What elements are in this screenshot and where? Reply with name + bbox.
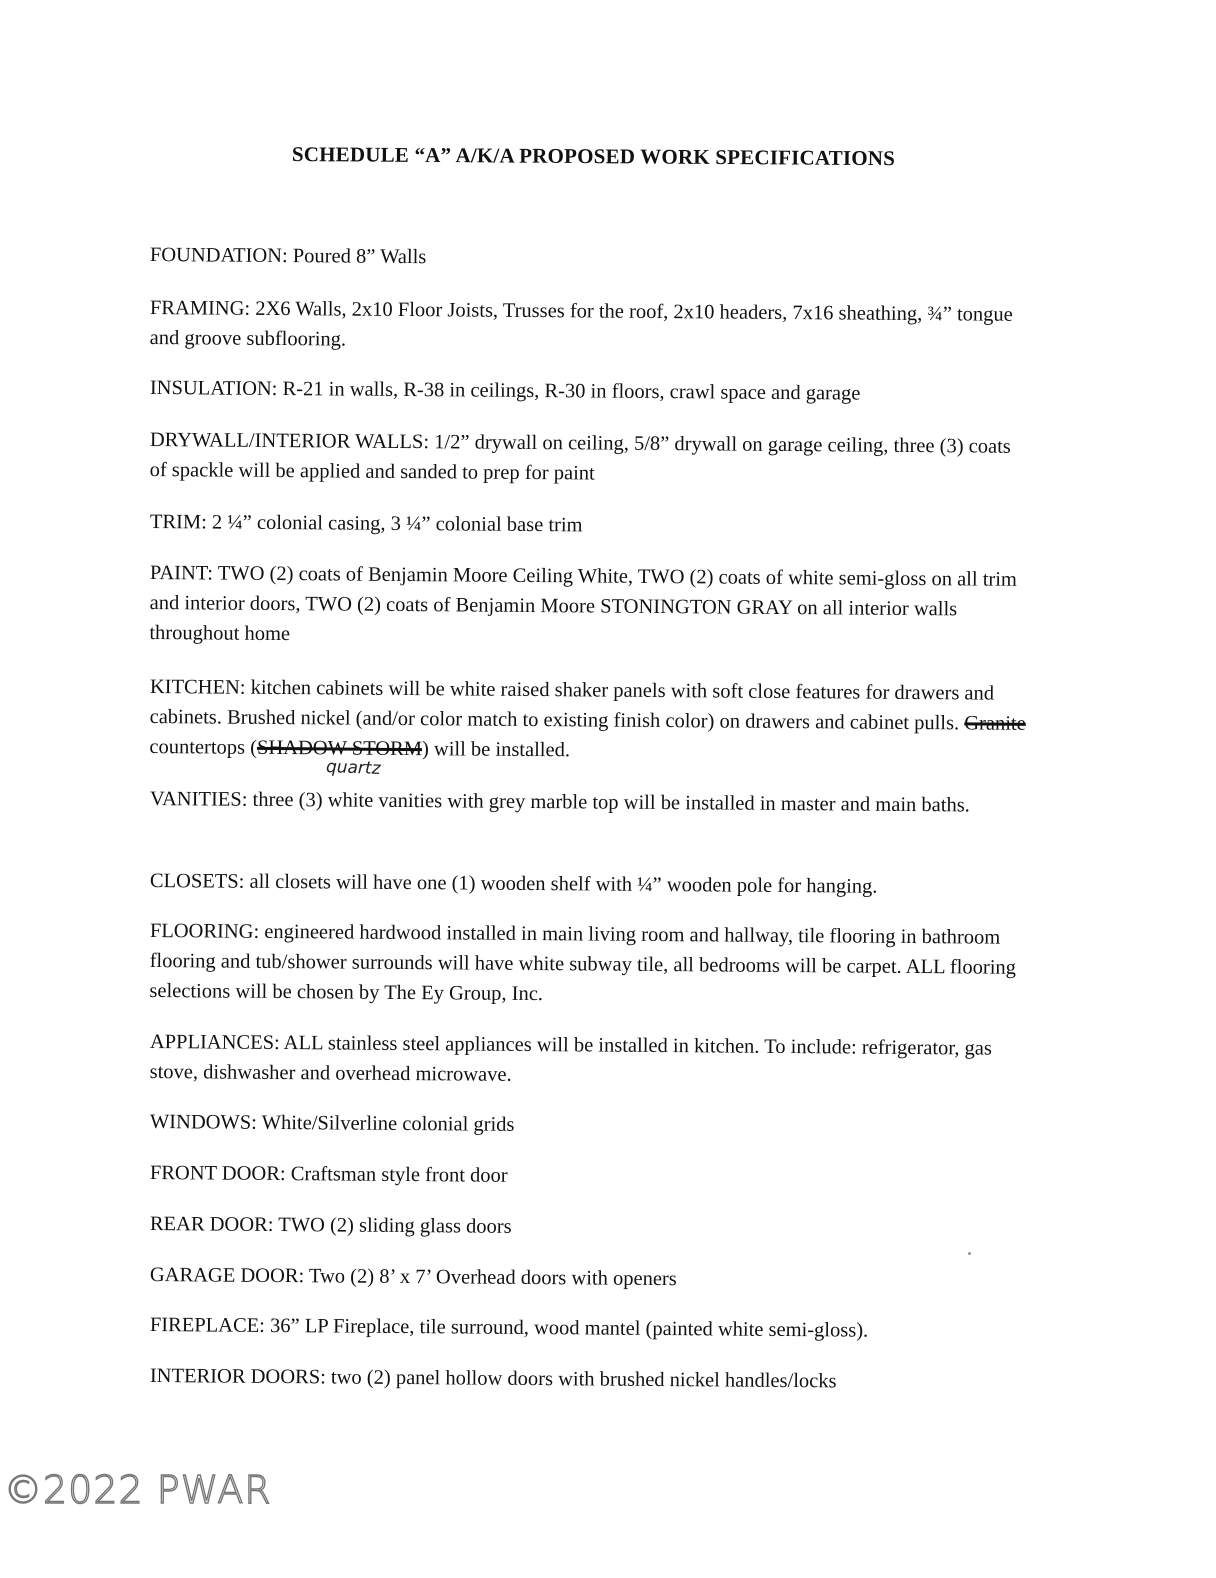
- spec-appliances: APPLIANCES: ALL stainless steel appliances will be installed in kitchen. To include: refrigerator, gas stove, dishwasher and overhead microwave.: [149, 1030, 993, 1086]
- handwritten-correction: quartz: [325, 757, 381, 779]
- spec-vanities: VANITIES: three (3) white vanities with grey marble top will be installed in master and main baths.: [149, 787, 970, 817]
- spec-windows: WINDOWS: White/Silverline colonial grids: [149, 1110, 515, 1136]
- kitchen-text-part2: countertops (: [149, 735, 258, 759]
- spec-foundation: FOUNDATION: Poured 8” Walls: [149, 243, 427, 269]
- spec-trim: TRIM: 2 ¼” colonial casing, 3 ¼” colonial base trim: [149, 510, 583, 537]
- spec-fireplace: FIREPLACE: 36” LP Fireplace, tile surround, wood mantel (painted white semi-gloss).: [149, 1313, 869, 1342]
- kitchen-text-part3: ) will be installed.: [421, 738, 571, 762]
- spec-garage-door: GARAGE DOOR: Two (2) 8’ x 7’ Overhead doors with openers: [149, 1263, 677, 1291]
- spec-flooring: FLOORING: engineered hardwood installed in main living room and hallway, tile flooring in bathroom flooring and tub/shower surrounds will have white subway tile, all bedrooms will be carpet. ALL flooring selections will be chosen by The Ey Group, Inc.: [149, 919, 1017, 1006]
- document-title: SCHEDULE “A” A/K/A PROPOSED WORK SPECIFICATIONS: [291, 142, 896, 171]
- spec-paint: PAINT: TWO (2) coats of Benjamin Moore Ceiling White, TWO (2) coats of white semi-gloss on all trim and interior doors, TWO (2) coats of Benjamin Moore STONINGTON GRAY on all interior walls throughout home: [149, 561, 1017, 646]
- kitchen-struck-granite: Granite: [964, 712, 1026, 735]
- copyright-watermark: ©2022 PWAR: [4, 1468, 272, 1512]
- spec-interior-doors: INTERIOR DOORS: two (2) panel hollow doors with brushed nickel handles/locks: [149, 1364, 837, 1393]
- spec-kitchen: [149, 672, 1030, 769]
- spec-rear-door: REAR DOOR: TWO (2) sliding glass doors: [149, 1212, 512, 1238]
- spec-front-door: FRONT DOOR: Craftsman style front door: [149, 1161, 508, 1187]
- spec-drywall: DRYWALL/INTERIOR WALLS: 1/2” drywall on ceiling, 5/8” drywall on garage ceiling, three (3) coats of spackle will be applied and sanded to prep for paint: [149, 428, 1011, 485]
- spec-insulation: INSULATION: R-21 in walls, R-38 in ceilings, R-30 in floors, crawl space and garage: [149, 376, 861, 405]
- spec-framing: FRAMING: 2X6 Walls, 2x10 Floor Joists, Trusses for the roof, 2x10 headers, 7x16 sheathing, ¾” tongue and groove subflooring.: [149, 296, 1013, 351]
- kitchen-text-part1: KITCHEN: kitchen cabinets will be white raised shaker panels with soft close features for drawers and cabinets. Brushed nickel (and/or color match to existing finish color) on drawers and cabinet pulls.: [149, 675, 995, 735]
- spec-closets: CLOSETS: all closets will have one (1) wooden shelf with ¼” wooden pole for hanging.: [149, 869, 878, 898]
- scan-speck: [968, 1252, 971, 1255]
- kitchen-struck-shadow-storm: SHADOW STORM: [256, 736, 423, 761]
